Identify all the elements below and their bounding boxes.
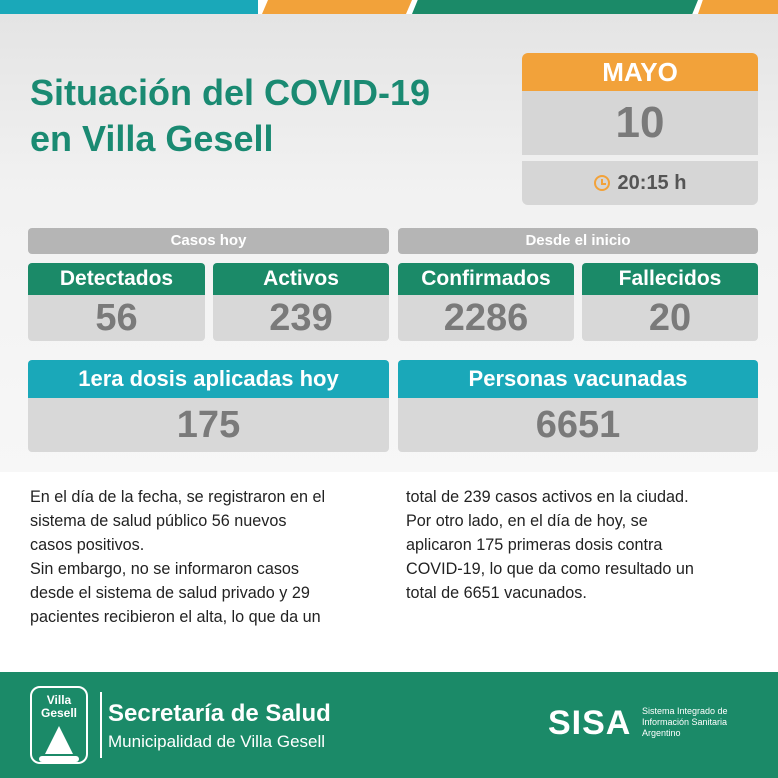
dune-icon	[39, 756, 79, 762]
stat-confirmados-value: 2286	[398, 295, 574, 341]
page-title: Situación del COVID-19 en Villa Gesell	[30, 72, 431, 159]
date-card	[522, 53, 758, 205]
date-month: MAYO	[522, 53, 758, 91]
municipality-name: Municipalidad de Villa Gesell	[108, 732, 326, 751]
time-text: 20:15 h	[617, 172, 687, 194]
group-label-since-start: Desde el inicio	[398, 228, 758, 254]
stat-fallecidos-label: Fallecidos	[582, 263, 758, 295]
vax-first-dose-label: 1era dosis aplicadas hoy	[28, 360, 389, 398]
footer-divider	[100, 692, 102, 758]
stripe-orange	[262, 0, 412, 14]
body-text-right: total de 239 casos activos en la ciudad. Por otro lado, en el día de hoy, se aplicaron 175 primeras dosis contra COVID-19, lo que da como resultado un total de 6651 vacunados.	[406, 488, 694, 602]
stat-detectados-value: 56	[28, 295, 205, 341]
stripe-green	[412, 0, 698, 14]
top-color-stripes	[0, 0, 778, 14]
stat-activos	[213, 263, 389, 341]
stat-fallecidos-value: 20	[582, 295, 758, 341]
stat-detectados	[28, 263, 205, 341]
clock-icon	[594, 175, 610, 191]
stat-detectados-label: Detectados	[28, 263, 205, 295]
footer-bar	[0, 672, 778, 778]
stat-confirmados-label: Confirmados	[398, 263, 574, 295]
report-time	[522, 161, 758, 205]
department-name: Secretaría de Salud	[108, 700, 331, 727]
vax-vaccinated-label: Personas vacunadas	[398, 360, 758, 398]
villa-gesell-logo-text: Villa Gesell	[40, 693, 78, 720]
vax-first-dose-value: 175	[28, 398, 389, 452]
stat-activos-label: Activos	[213, 263, 389, 295]
body-text-left: En el día de la fecha, se registraron en el sistema de salud público 56 nuevos casos positivos. Sin embargo, no se informaron casos desde el sistema de salud privado y 29 pacientes recibieron el alta, lo que da un	[30, 488, 326, 626]
villa-gesell-logo	[30, 686, 88, 764]
vax-vaccinated-value: 6651	[398, 398, 758, 452]
sisa-logo: SISA	[548, 704, 632, 742]
stat-activos-value: 239	[213, 295, 389, 341]
stat-fallecidos	[582, 263, 758, 341]
vax-vaccinated	[398, 360, 758, 452]
vax-first-dose	[28, 360, 389, 452]
tree-icon	[45, 726, 73, 754]
stat-confirmados	[398, 263, 574, 341]
stripe-teal	[0, 0, 258, 14]
sisa-description: Sistema Integrado de Información Sanitaria Argentino	[642, 706, 728, 738]
group-label-today: Casos hoy	[28, 228, 389, 254]
date-day: 10	[522, 91, 758, 155]
stripe-orange-right	[698, 0, 778, 14]
